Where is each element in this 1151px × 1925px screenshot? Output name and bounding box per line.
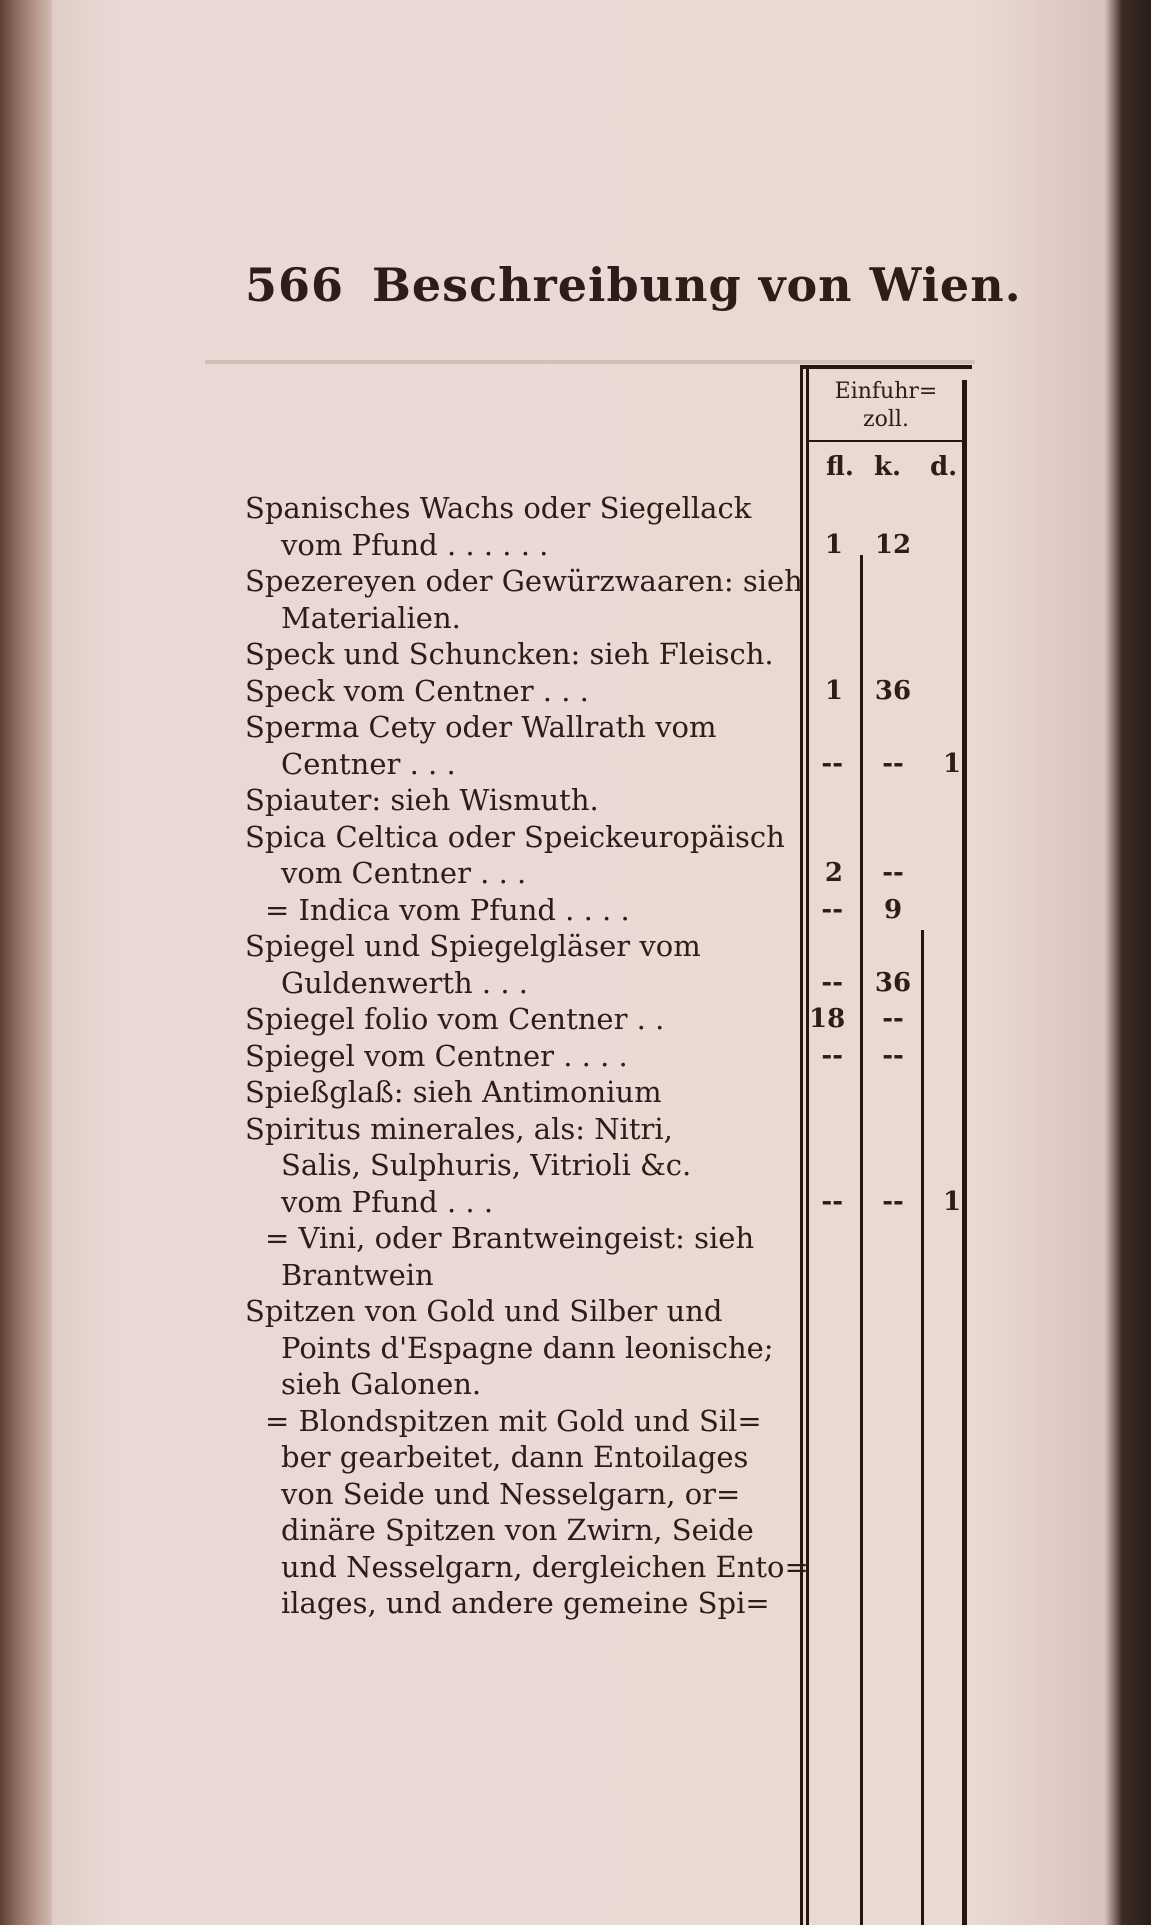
duty-label-line2: zoll. (863, 407, 909, 432)
list-item: ilages, und andere gemeine Spi= (281, 1586, 770, 1620)
entry-list (245, 490, 962, 1622)
table-rule-top (800, 365, 972, 369)
table-rule-duty-sep (806, 440, 966, 442)
unit-denar: d. (930, 452, 958, 482)
list-item: Guldenwerth . . . -- 36 (281, 965, 912, 1000)
list-item: vom Pfund . . . -- -- 1 (281, 1184, 962, 1219)
list-item: Spiritus minerales, als: Nitri, (245, 1111, 673, 1146)
unit-kreuzer: k. (874, 452, 902, 482)
duty-label-line1: Einfuhr= (834, 379, 938, 404)
list-item: und Nesselgarn, dergleichen Ento= (281, 1549, 809, 1584)
list-item: Spiegel und Spiegelgläser vom (245, 929, 701, 963)
running-title: Beschreibung von Wien. (372, 258, 1022, 312)
list-item: Spiegel vom Centner . . . . -- -- (245, 1038, 904, 1073)
list-item: Materialien. (281, 600, 461, 635)
list-item: Speck vom Centner . . . 1 36 (245, 673, 912, 708)
list-item: Spezereyen oder Gewürzwaaren: sieh (245, 564, 803, 598)
list-item: vom Pfund . . . . . . 1 12 (281, 527, 912, 562)
list-item: Spießglaß: sieh Antimonium (245, 1075, 662, 1109)
list-item: Sperma Cety oder Wallrath vom (245, 710, 717, 744)
list-item: dinäre Spitzen von Zwirn, Seide (281, 1513, 754, 1547)
list-item: ber gearbeitet, dann Entoilages (281, 1440, 749, 1474)
list-item: = Blondspitzen mit Gold und Sil= (265, 1403, 762, 1438)
book-binding-edge (0, 0, 52, 1925)
list-item: vom Centner . . . 2 -- (281, 856, 904, 890)
list-item: Salis, Sulphuris, Vitrioli &c. (281, 1148, 692, 1182)
table-rule-left (800, 365, 803, 1925)
table-rule-left-double (806, 365, 809, 1925)
header-rule (205, 360, 975, 364)
list-item: von Seide und Nesselgarn, or= (281, 1476, 741, 1511)
table-rule-right (962, 380, 967, 1925)
page-header (245, 258, 1022, 318)
duty-column-header (826, 378, 946, 434)
list-item: Brantwein (281, 1257, 434, 1292)
list-item: Spitzen von Gold und Silber und (245, 1294, 723, 1328)
list-item: = Vini, oder Brantweingeist: sieh (265, 1221, 755, 1255)
table-rule-fl-kr (860, 555, 863, 1925)
list-item: Spica Celtica oder Speickeuropäisch (245, 819, 785, 854)
list-item: Centner . . . -- -- 1 (281, 746, 962, 781)
page-number: 566 (245, 258, 345, 312)
table-rule-kr-d (921, 930, 924, 1925)
list-item: = Indica vom Pfund . . . . -- 9 (265, 892, 903, 927)
list-item: Spiauter: sieh Wismuth. (245, 783, 599, 817)
unit-header-row (812, 452, 962, 488)
list-item: Spiegel folio vom Centner . . 18 -- (245, 1002, 904, 1036)
list-item: Speck und Schuncken: sieh Fleisch. (245, 637, 774, 671)
list-item: Points d'Espagne dann leonische; (281, 1330, 774, 1365)
list-item: Spanisches Wachs oder Siegellack (245, 491, 752, 525)
unit-gulden: fl. (826, 452, 854, 482)
list-item: sieh Galonen. (281, 1367, 482, 1401)
